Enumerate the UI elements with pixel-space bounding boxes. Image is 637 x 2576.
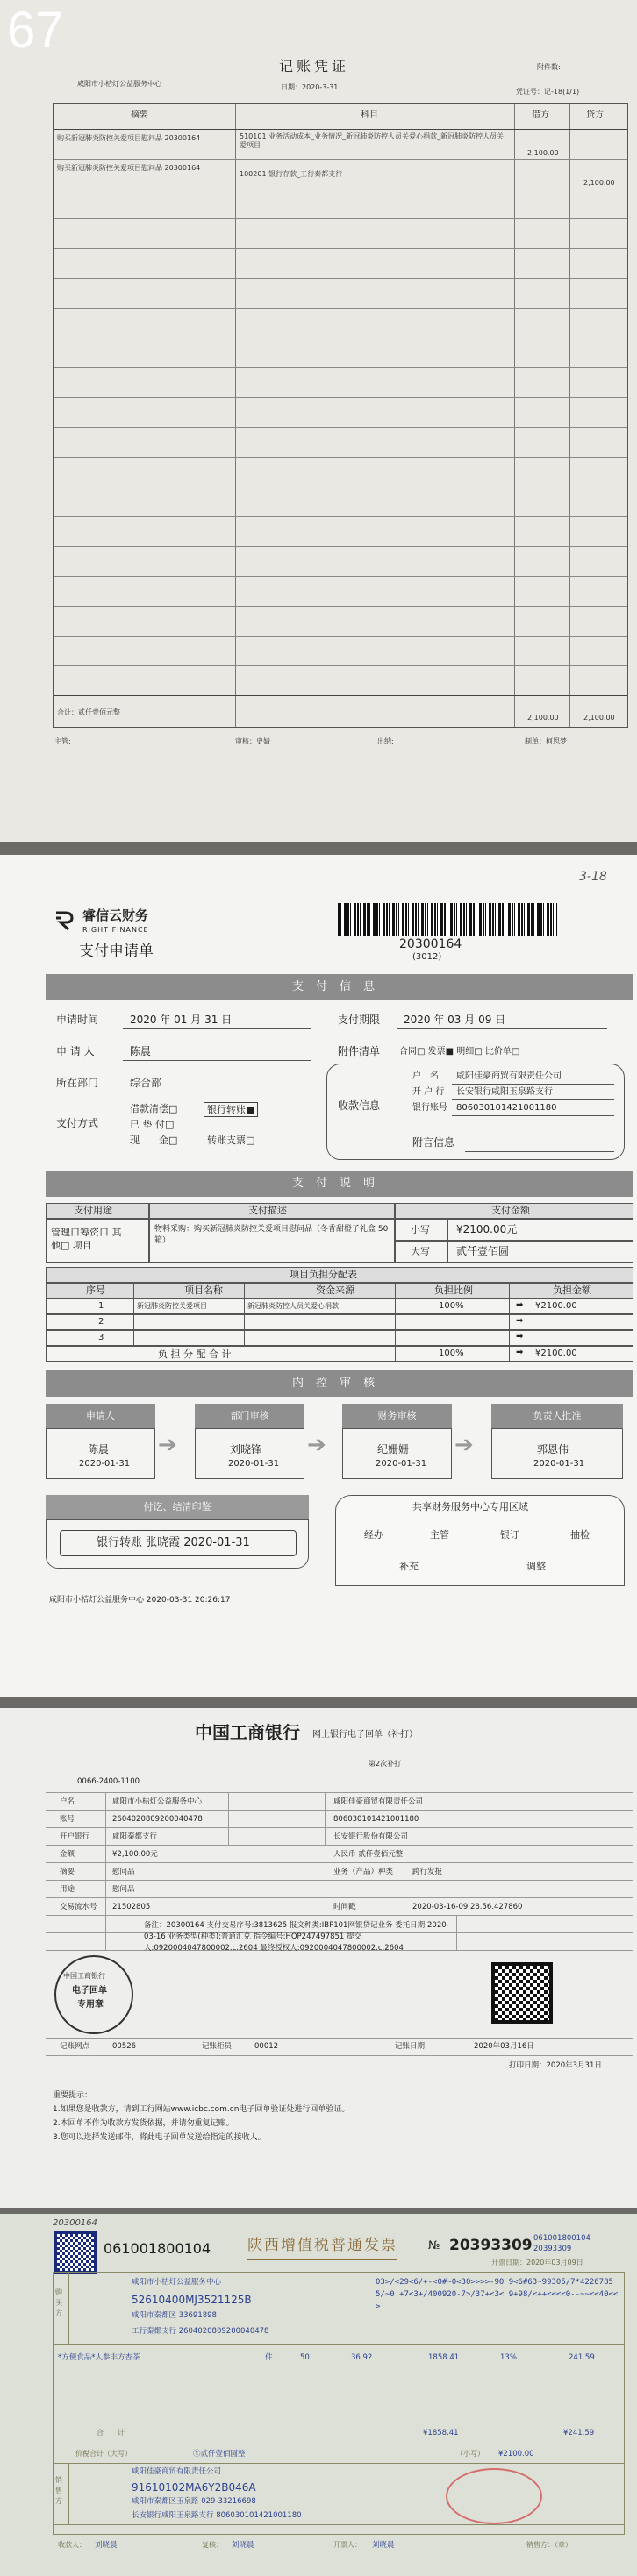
shared-role-2: 主管 <box>430 1529 449 1541</box>
pay-method-label: 支付方式 <box>56 1117 99 1129</box>
dist-title: 项目负担分配表 <box>290 1269 357 1280</box>
payee-account: 806030101421001180 <box>333 1815 419 1824</box>
use-options: 管理口筹资口 其他□ 项目 <box>51 1227 122 1252</box>
dept-label: 所在部门 <box>56 1077 99 1089</box>
row2-credit: 2,100.00 <box>583 179 615 187</box>
payee-value: 刘晓晨 <box>95 2541 118 2550</box>
use-value: 慰问品 <box>112 1885 135 1894</box>
payee-name-label: 户 名 <box>412 1071 439 1081</box>
arrow-icon: ➡ <box>516 1332 524 1341</box>
total-tax: ¥241.59 <box>563 2429 595 2437</box>
vat-invoice-page <box>0 2214 637 2576</box>
accounting-voucher-page <box>0 0 637 842</box>
drawer-label: 开票人： <box>333 2541 361 2549</box>
amount-value: ¥2,100.00元 <box>112 1850 158 1859</box>
purpose-label: 摘要 <box>60 1868 75 1876</box>
note-1: 1.如果您是收款方，请到工行网站www.icbc.com.cn电子回单验证处进行回单验证。 <box>53 2105 350 2114</box>
voucher-number: 凭证号：记-18(1/1) <box>516 88 580 96</box>
settle-title: 付讫、结清印鉴 <box>143 1501 211 1512</box>
arrow-right-icon: ➔ <box>454 1432 474 1458</box>
use-label: 支付用途 <box>74 1205 112 1216</box>
barcode <box>338 903 557 936</box>
teller-value: 00012 <box>254 2042 279 2051</box>
footer-maker: 制单：柯思梦 <box>525 737 567 745</box>
payer-bank-label: 开户银行 <box>60 1832 90 1841</box>
shared-role-3: 银订 <box>500 1529 519 1541</box>
col-summary-header: 摘要 <box>131 110 148 120</box>
big-amount-value: 贰仟壹佰圆 <box>456 1245 510 1257</box>
dist-row1-project: 新冠肺炎防控关爱项目 <box>137 1302 207 1310</box>
item-unit: 件 <box>265 2353 273 2362</box>
use-label: 用途 <box>60 1885 75 1894</box>
dist-row1-amount: ¥2100.00 <box>535 1301 577 1311</box>
biz-label: 业务（产品）种类 <box>333 1868 394 1876</box>
dist-row2-no: 2 <box>98 1317 104 1327</box>
item-rate: 13% <box>500 2353 517 2362</box>
arrow-icon: ➡ <box>516 1316 524 1326</box>
dist-header-no: 序号 <box>86 1284 105 1296</box>
pay-deadline-value: 2020 年 03 月 09 日 <box>404 1014 506 1026</box>
row1-debit: 2,100.00 <box>527 149 559 157</box>
biz-value: 跨行发报 <box>412 1868 443 1876</box>
audit-step3-title: 财务审核 <box>377 1410 417 1421</box>
payer-name-label: 户名 <box>60 1797 75 1806</box>
item-tax: 241.59 <box>569 2353 595 2362</box>
small-amount-label: 小写 <box>411 1224 430 1235</box>
page-number-badge: 67 <box>7 2 64 59</box>
audit-step2-name: 刘晓锋 <box>230 1443 262 1455</box>
desc-label: 支付描述 <box>248 1205 287 1216</box>
payer-account-label: 账号 <box>60 1815 75 1824</box>
seller-address: 咸阳市秦都区玉泉路 029-33216698 <box>132 2497 256 2506</box>
row1-subject: 510101 业务活动成本_业务情况_新冠肺炎防控人员关爱心捐款_新冠肺炎防控人员关爱项目 <box>240 132 505 149</box>
receipt-copy: 第2次补打 <box>369 1760 402 1768</box>
payee-bank-label: 开 户 行 <box>412 1087 445 1097</box>
pay-method-opt5: 转账支票□ <box>207 1135 255 1146</box>
invoice-no-right: 20393309 <box>533 2245 572 2253</box>
invoice-no: 20393309 <box>449 2237 533 2254</box>
attach-list-options: 合同□ 发票■ 明细□ 比价单□ <box>399 1047 520 1057</box>
applicant-label: 申 请 人 <box>56 1045 95 1057</box>
dist-row1-ratio: 100% <box>439 1301 464 1311</box>
shared-role-5: 补充 <box>399 1561 419 1572</box>
voucher-date: 日期：2020-3-31 <box>281 83 339 91</box>
audit-step1-title: 申请人 <box>86 1410 115 1421</box>
payer-name: 咸阳市小桔灯公益服务中心 <box>112 1797 203 1806</box>
settle-stamp: 银行转账 张晓霞 2020-01-31 <box>97 1536 250 1549</box>
seal-line2: 电子回单 <box>72 1986 107 1996</box>
qr-code-icon <box>491 1962 553 2024</box>
voucher-title: 记账凭证 <box>279 58 350 75</box>
arrow-right-icon: ➔ <box>158 1432 177 1458</box>
pay-deadline-label: 支付期限 <box>338 1014 381 1026</box>
recv-label: 记账网点 <box>60 2042 90 2051</box>
big-amount-label: 大写 <box>411 1246 430 1257</box>
payreq-title: 支付申请单 <box>79 943 154 960</box>
total-amount: ¥1858.41 <box>423 2429 459 2437</box>
grand-small-label: （小写） <box>456 2450 484 2458</box>
attach-count-label: 附件数: <box>537 63 561 71</box>
dept-value: 综合部 <box>130 1077 162 1089</box>
buyer-bank: 工行秦都支行 2604020809200040478 <box>132 2327 269 2336</box>
pay-method-opt4: 现 金□ <box>130 1135 178 1146</box>
col-credit-header: 贷方 <box>586 110 604 120</box>
audit-step2-title: 部门审核 <box>230 1410 269 1421</box>
arrow-icon: ➡ <box>516 1300 524 1310</box>
dist-row1-source: 新冠肺炎防控人员关爱心捐款 <box>247 1302 339 1310</box>
audit-step3-name: 纪姗姗 <box>377 1443 410 1455</box>
shared-role-1: 经办 <box>364 1529 383 1541</box>
payer-bank: 咸阳秦都支行 <box>112 1832 158 1841</box>
footer-supervisor: 主管: <box>54 737 71 745</box>
buyer-label: 购买方 <box>55 2288 62 2317</box>
remark-info-label: 附言信息 <box>412 1136 455 1149</box>
txn-label: 交易流水号 <box>60 1903 97 1911</box>
apply-time-value: 2020 年 01 月 31 日 <box>130 1014 233 1026</box>
audit-step3-date: 2020-01-31 <box>376 1459 427 1469</box>
payee-name: 咸阳佳豪商贸有限责任公司 <box>333 1797 424 1806</box>
applicant-value: 陈晨 <box>130 1045 152 1057</box>
handwritten-note: 3-18 <box>579 870 607 884</box>
invoice-code: 061001800104 <box>104 2240 211 2257</box>
row2-summary: 购买新冠肺炎防控关爱项目慰问品 20300164 <box>57 164 201 172</box>
cipher-area: 03>/<29<6/+-<0#~0<30>>>>-90 9<6#63~99305/7*42267855/~0 +7<3+/400920-7>/37+<3< 9+98/<++<<<<0--~~<<40<<> <box>376 2278 619 2311</box>
handwritten-number: 20300164 <box>53 2218 97 2228</box>
invoice-no-label: № <box>428 2239 440 2252</box>
dist-total-label: 负 担 分 配 合 计 <box>158 1348 232 1360</box>
buyer-tax-id: 52610400MJ3521125B <box>132 2294 252 2306</box>
dist-header-project: 项目名称 <box>184 1284 223 1296</box>
payer-account: 2604020809200040478 <box>112 1815 203 1824</box>
audit-step2-date: 2020-01-31 <box>228 1459 280 1469</box>
amount-label: 支付金额 <box>491 1205 530 1216</box>
total-label: 合 计 <box>97 2429 125 2437</box>
buyer-name: 咸阳市小桔灯公益服务中心 <box>132 2278 222 2287</box>
teller-label: 记账柜员 <box>202 2042 233 2051</box>
seller-name: 咸阳佳豪商贸有限责任公司 <box>132 2467 222 2476</box>
voucher-total-debit: 2,100.00 <box>527 714 559 722</box>
item-qty: 50 <box>300 2353 310 2362</box>
reviewer-label: 复核： <box>202 2541 223 2549</box>
payee-info-label: 收款信息 <box>338 1099 381 1112</box>
item-price: 36.92 <box>351 2353 373 2362</box>
txn-value: 21502805 <box>112 1903 151 1911</box>
grand-label: 价税合计（大写） <box>75 2450 132 2458</box>
dist-header-amount: 负担金额 <box>553 1284 591 1296</box>
shared-area-title: 共享财务服务中心专用区域 <box>412 1501 528 1512</box>
seller-bank: 长安银行咸阳玉泉路支行 806030101421001180 <box>132 2511 302 2520</box>
bank-receipt-page <box>0 1708 637 2208</box>
bank-name: 中国工商银行 <box>195 1722 300 1743</box>
seller-seal <box>446 2468 542 2524</box>
time-value: 2020-03-16-09.28.56.427860 <box>412 1903 523 1911</box>
footer-auditor: 审核：史婧 <box>235 737 270 745</box>
item-name: *方便食品*人参丰方杏茶 <box>58 2353 140 2362</box>
pay-method-opt2: 银行转账■ <box>204 1102 258 1117</box>
dist-total-amount: ¥2100.00 <box>535 1348 577 1358</box>
voucher-unit: 咸阳市小桔灯公益服务中心 <box>77 80 161 88</box>
shared-role-4: 抽检 <box>570 1529 590 1541</box>
receipt-number: 0066-2400-1100 <box>77 1777 140 1786</box>
recv-value: 00526 <box>112 2042 137 2051</box>
arrow-right-icon: ➔ <box>307 1432 326 1458</box>
date-value: 2020年03月16日 <box>474 2042 534 2051</box>
invoice-code-right: 061001800104 <box>533 2234 590 2243</box>
payee-account-label: 银行账号 <box>412 1103 447 1113</box>
dist-row1-no: 1 <box>98 1301 104 1311</box>
row2-subject: 100201 银行存款_工行秦都支行 <box>240 170 343 178</box>
note-3: 3.您可以选择发送邮件，将此电子回单发送给指定的接收人。 <box>53 2133 266 2142</box>
payee-account-value: 806030101421001180 <box>456 1103 557 1113</box>
band-payment-desc: 支付说明 <box>46 1171 633 1197</box>
payee-bank: 长安银行股份有限公司 <box>333 1832 409 1841</box>
seal-line3: 专用章 <box>77 2000 104 2010</box>
desc-value: 物料采购：购买新冠肺炎防控关爱项目慰问品（冬香甜橙子礼盒 50箱） <box>154 1225 389 1245</box>
col-debit-header: 借方 <box>532 110 549 120</box>
grand-big: ⓧ贰仟壹佰圆整 <box>193 2450 246 2459</box>
dist-header-source: 资金来源 <box>316 1284 354 1296</box>
apply-time-label: 申请时间 <box>56 1014 99 1026</box>
receipt-title: 网上银行电子回单（补打） <box>312 1730 418 1740</box>
grand-small: ¥2100.00 <box>498 2450 534 2459</box>
shared-role-6: 调整 <box>526 1561 546 1572</box>
invoice-title: 陕西增值税普通发票 <box>247 2237 397 2254</box>
voucher-total-credit: 2,100.00 <box>583 714 615 722</box>
print-footer: 咸阳市小桔灯公益服务中心 2020-03-31 20:26:17 <box>49 1596 231 1605</box>
drawer-value: 刘晓晨 <box>372 2541 395 2550</box>
payee-bank-value: 长安银行咸阳玉泉路支行 <box>456 1087 553 1097</box>
band-payment-info: 支付信息 <box>46 974 633 1000</box>
notes-title: 重要提示： <box>53 2091 93 2100</box>
voucher-total-label: 合计：贰仟壹佰元整 <box>57 708 120 716</box>
pay-method-opt3: 已 垫 付□ <box>130 1119 175 1130</box>
note-2: 2.本回单不作为收款方发货依据，并请勿重复记账。 <box>53 2119 234 2128</box>
time-label: 时间戳 <box>333 1903 356 1911</box>
amount-label: 金额 <box>60 1850 75 1859</box>
amount-big: 人民币 贰仟壹佰元整 <box>333 1850 404 1859</box>
audit-step1-date: 2020-01-31 <box>79 1459 131 1469</box>
audit-step4-title: 负责人批准 <box>533 1410 582 1421</box>
buyer-address: 咸阳市秦都区 33691898 <box>132 2311 217 2320</box>
dist-header-ratio: 负担比例 <box>434 1284 473 1296</box>
arrow-icon: ➡ <box>516 1348 524 1357</box>
seller-label: 销售方 <box>55 2476 62 2505</box>
seal-line1: 中国工商银行 <box>63 1972 105 1980</box>
receipt-detail: 备注：20300164 支付交易序号:3813625 报文种类:IBP101网银贷记业务 委托日期:2020-03-16 业务类型(种类):普通汇兑 指令编号:HQP247497851 提交人:0920004047800002.c.2604 最终授权人:0920004047800002.c.2604 <box>144 1921 449 1953</box>
logo-text: 睿信云财务 <box>82 907 149 923</box>
audit-step4-date: 2020-01-31 <box>533 1459 585 1469</box>
payee-label: 收款人： <box>58 2541 86 2549</box>
col-subject-header: 科目 <box>361 110 378 120</box>
reviewer-value: 刘晓晨 <box>232 2541 254 2550</box>
audit-step4-name: 郭恩伟 <box>537 1443 569 1455</box>
logo-sub: RIGHT FINANCE <box>82 926 149 934</box>
purpose-value: 慰问品 <box>112 1868 135 1876</box>
print-date: 打印日期：2020年3月31日 <box>509 2061 602 2070</box>
small-amount-value: ¥2100.00元 <box>456 1223 518 1235</box>
attach-list-label: 附件清单 <box>338 1045 381 1057</box>
payee-name-value: 咸阳佳豪商贸有限责任公司 <box>456 1071 562 1081</box>
dist-row3-no: 3 <box>98 1333 104 1342</box>
right-finance-logo-icon <box>53 907 77 932</box>
footer-cashier: 出纳: <box>377 737 394 745</box>
invoice-qr-icon <box>54 2231 97 2274</box>
payment-request-page <box>0 855 637 1697</box>
seller-tax-id: 91610102MA6Y2B046A <box>132 2481 256 2494</box>
band-internal-audit: 内控审核 <box>46 1370 633 1397</box>
voucher-table <box>53 103 628 728</box>
pay-method-opt1: 借款清偿□ <box>130 1103 178 1114</box>
seller-stamp-label: 销售方：（章） <box>526 2541 572 2549</box>
barcode-sub: (3012) <box>412 952 442 962</box>
row1-summary: 购买新冠肺炎防控关爱项目慰问品 20300164 <box>57 134 201 142</box>
invoice-date: 开票日期：2020年03月09日 <box>491 2259 583 2266</box>
barcode-number: 20300164 <box>399 937 462 951</box>
dist-total-ratio: 100% <box>439 1348 464 1358</box>
item-amount: 1858.41 <box>428 2353 460 2362</box>
date-label: 记账日期 <box>395 2042 426 2051</box>
audit-step1-name: 陈晨 <box>88 1443 110 1455</box>
